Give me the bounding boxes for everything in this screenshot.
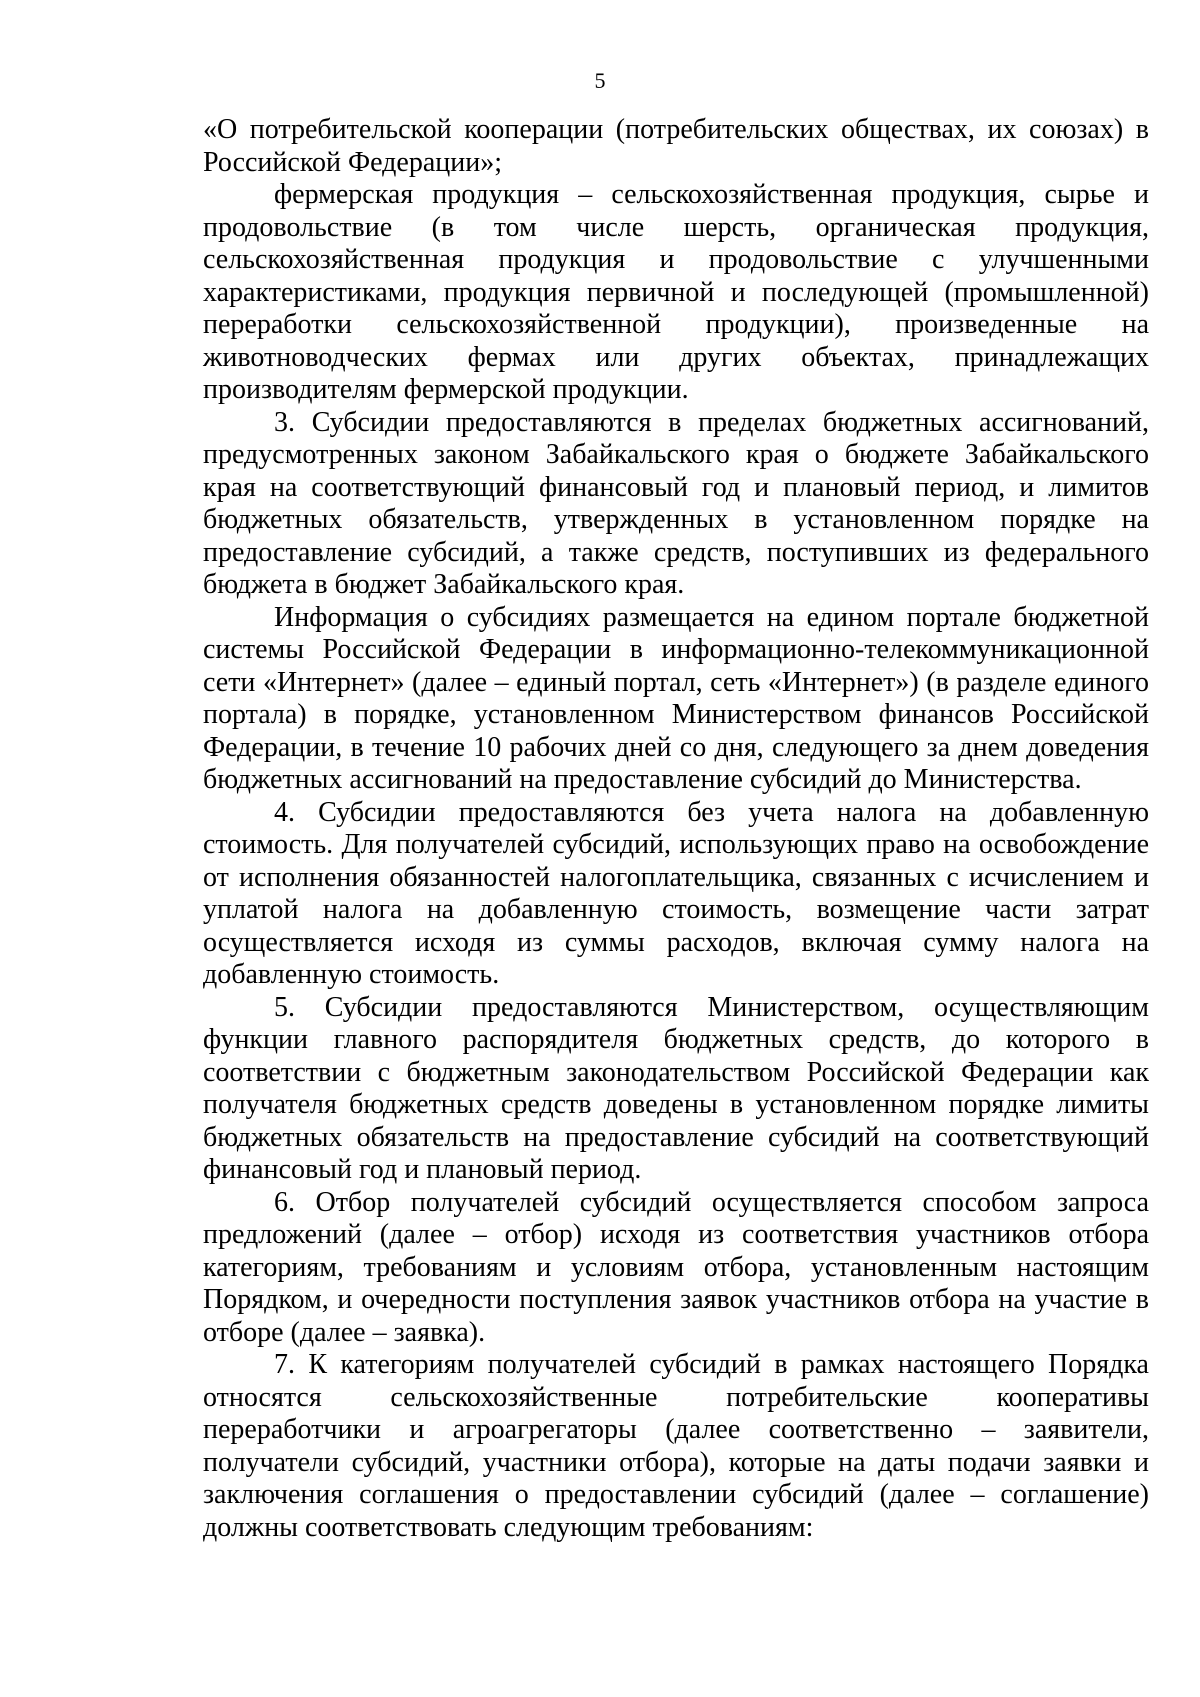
paragraph-item-5: 5. Субсидии предоставляются Министерством, осуществляющим функции главного распорядителя бюджетных средств, до которого в соответствии с бюджетным законодательством Российской Федерации как получателя бюджетных средств доведены в установленном порядке лимиты бюджетных обязательств на предоставление субсидий на соответствующий финансовый год и плановый период.	[203, 991, 1149, 1185]
page-number: 5	[594, 68, 606, 93]
paragraph-item-3: 3. Субсидии предоставляются в пределах бюджетных ассигнований, предусмотренных законом Забайкальского края о бюджете Забайкальского края на соответствующий финансовый год и плановый период, и лимитов бюджетных обязательств, утвержденных в установленном порядке на предоставление субсидий, а также средств, поступивших из федерального бюджета в бюджет Забайкальского края.	[203, 406, 1149, 600]
paragraph-item-7: 7. К категориям получателей субсидий в рамках настоящего Порядка относятся сельскохозяйственные потребительские кооперативы переработчики и агроагрегаторы (далее соответственно – заявители, получатели субсидий, участники отбора), которые на даты подачи заявки и заключения соглашения о предоставлении субсидий (далее – соглашение) должны соответствовать следующим требованиям:	[203, 1349, 1149, 1543]
paragraph-farmer-products-definition: фермерская продукция – сельскохозяйственная продукция, сырье и продовольствие (в том числе шерсть, органическая продукция, сельскохозяйственная продукция и продовольствие с улучшенными характеристиками, продукция первичной и последующей (промышленной) переработки сельскохозяйственной продукции), произведенные на животноводческих фермах или других объектах, принадлежащих производителям фермерской продукции.	[203, 179, 1149, 405]
paragraph-item-6: 6. Отбор получателей субсидий осуществляется способом запроса предложений (далее – отбор) исходя из соответствия участников отбора категориям, требованиям и условиям отбора, установленным настоящим Порядком, и очередности поступления заявок участников отбора на участие в отборе (далее – заявка).	[203, 1186, 1149, 1348]
paragraph-law-reference-continuation: «О потребительской кооперации (потребительских обществах, их союзах) в Российской Федерации»;	[203, 114, 1149, 178]
document-body	[203, 114, 1149, 1544]
paragraph-portal-information: Информация о субсидиях размещается на едином портале бюджетной системы Российской Федерации в информационно-телекоммуникационной сети «Интернет» (далее – единый портал, сеть «Интернет») (в разделе единого портала) в порядке, установленном Министерством финансов Российской Федерации, в течение 10 рабочих дней со дня, следующего за днем доведения бюджетных ассигнований на предоставление субсидий до Министерства.	[203, 601, 1149, 795]
paragraph-item-4: 4. Субсидии предоставляются без учета налога на добавленную стоимость. Для получателей субсидий, использующих право на освобождение от исполнения обязанностей налогоплательщика, связанных с исчислением и уплатой налога на добавленную стоимость, возмещение части затрат осуществляется исходя из суммы расходов, включая сумму налога на добавленную стоимость.	[203, 796, 1149, 990]
